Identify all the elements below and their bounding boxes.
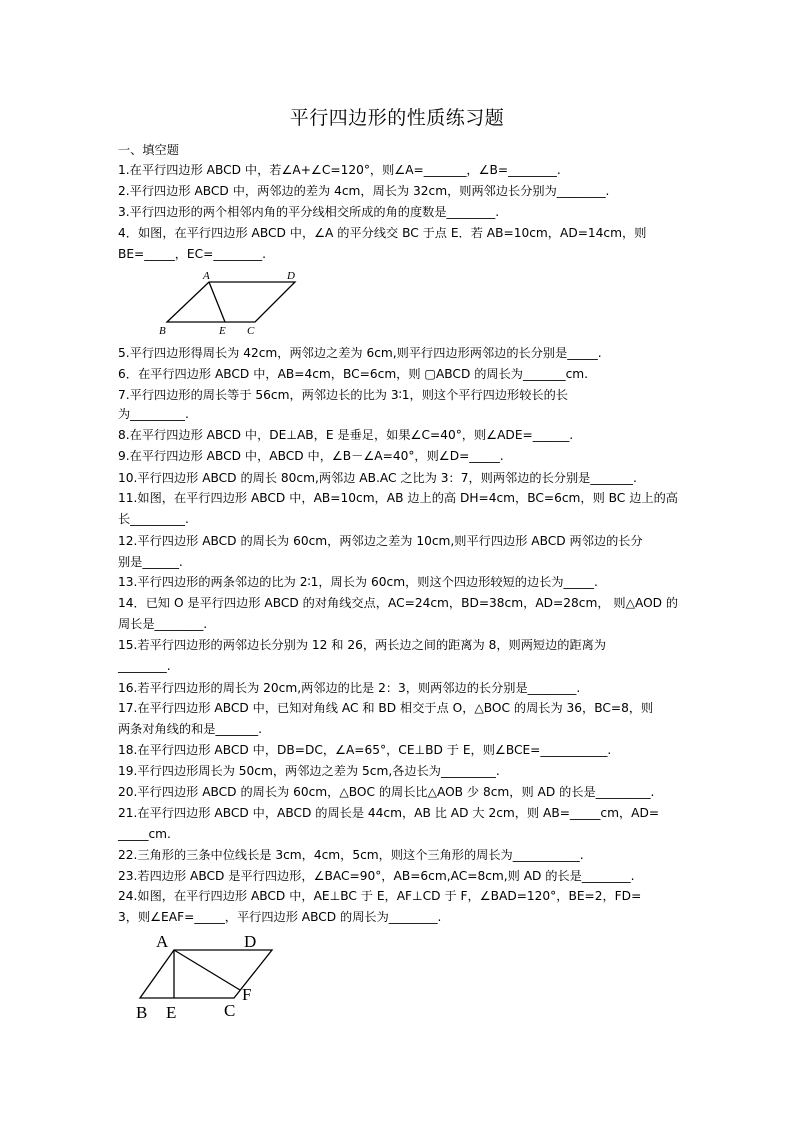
question-9-line: 9.在平行四边形 ABCD 中，ABCD 中，∠B－∠A=40°，则∠D=_____. [118, 449, 504, 463]
question-1-line: 1.在平行四边形 ABCD 中，若∠A+∠C=120°，则∠A=_______，∠B=________. [118, 163, 561, 177]
segment-af [174, 950, 240, 990]
question-4-line-cont: BE=_____，EC=________. [118, 247, 266, 261]
question-17-line: 17.在平行四边形 ABCD 中，已知对角线 AC 和 BD 相交于点 O，△BOC 的周长为 36，BC=8，则 [118, 701, 654, 715]
label-e: E [219, 325, 226, 337]
question-23-line: 23.若四边形 ABCD 是平行四边形，∠BAC=90°，AB=6cm,AC=8cm,则 AD 的长是________. [118, 869, 635, 883]
question-4-line: 4．如图，在平行四边形 ABCD 中，∠A 的平分线交 BC 于点 E．若 AB=10cm，AD=14cm，则 [118, 226, 647, 240]
question-11-line-cont: 长_________. [118, 512, 189, 526]
label-a: A [203, 270, 210, 282]
label-f: F [242, 985, 252, 1004]
question-19-line: 19.平行四边形周长为 50cm，两邻边之差为 5cm,各边长为_________. [118, 764, 500, 778]
question-18-line: 18.在平行四边形 ABCD 中，DB=DC，∠A=65°，CE⊥BD 于 E，则∠BCE=___________. [118, 743, 612, 757]
parallelogram-abcd [167, 282, 295, 322]
question-11-line: 11.如图，在平行四边形 ABCD 中，AB=10cm，AB 边上的高 DH=4cm，BC=6cm，则 BC 边上的高 [118, 491, 678, 505]
question-12-line-cont: 别是______. [118, 555, 183, 569]
figure-parallelogram-1 [155, 268, 305, 338]
question-22-line: 22.三角形的三条中位线长是 3cm，4cm，5cm，则这个三角形的周长为___________. [118, 848, 584, 862]
segment-ae [209, 282, 225, 322]
question-24-line: 24.如图，在平行四边形 ABCD 中，AE⊥BC 于 E，AF⊥CD 于 F，∠BAD=120°，BE=2，FD= [118, 889, 642, 903]
label-c: C [224, 1001, 236, 1020]
figure-parallelogram-2 [134, 930, 284, 1025]
question-21-line: 21.在平行四边形 ABCD 中，ABCD 的周长是 44cm，AB 比 AD 大 2cm，则 AB=_____cm，AD= [118, 806, 660, 820]
question-15-line-cont: ________. [118, 659, 171, 673]
question-12-line: 12.平行四边形 ABCD 的周长为 60cm，两邻边之差为 10cm,则平行四边形 ABCD 两邻边的长分 [118, 534, 643, 548]
question-5-line: 5.平行四边形得周长为 42cm，两邻边之差为 6cm,则平行四边形两邻边的长分别是_____. [118, 346, 602, 360]
label-d: D [244, 932, 257, 951]
section-heading: 一、填空题 [118, 143, 179, 157]
question-14-line: 14．已知 O 是平行四边形 ABCD 的对角线交点，AC=24cm，BD=38cm，AD=28cm， 则△AOD 的 [118, 596, 679, 610]
question-3-line: 3.平行四边形的两个相邻内角的平分线相交所成的角的度数是________. [118, 205, 500, 219]
question-10-line: 10.平行四边形 ABCD 的周长 80cm,两邻边 AB.AC 之比为 3：7，则两邻边的长分别是_______. [118, 471, 637, 485]
question-7-line-cont: 为_________. [118, 407, 189, 421]
label-e: E [166, 1003, 177, 1022]
question-8-line: 8.在平行四边形 ABCD 中，DE⊥AB，E 是垂足，如果∠C=40°，则∠ADE=______. [118, 428, 574, 442]
question-13-line: 13.平行四边形的两条邻边的比为 2∶1，周长为 60cm，则这个四边形较短的边长为_____. [118, 575, 598, 589]
question-14-line-cont: 周长是________. [118, 617, 208, 631]
label-c: C [247, 325, 255, 337]
page-title: 平行四边形的性质练习题 [289, 107, 505, 129]
label-b: B [159, 325, 166, 337]
question-15-line: 15.若平行四边形的两邻边长分别为 12 和 26，两长边之间的距离为 8，则两短边的距离为 [118, 638, 607, 652]
question-24-line-cont: 3，则∠EAF=_____，平行四边形 ABCD 的周长为________. [118, 910, 442, 924]
label-b: B [136, 1003, 148, 1022]
label-a: A [156, 932, 169, 951]
question-21-line-cont: _____cm. [118, 827, 171, 841]
question-20-line: 20.平行四边形 ABCD 的周长为 60cm，△BOC 的周长比△AOB 少 8cm，则 AD 的长是_________. [118, 785, 655, 799]
question-2-line: 2.平行四边形 ABCD 中，两邻边的差为 4cm，周长为 32cm，则两邻边长分别为________. [118, 184, 610, 198]
question-17-line-cont: 两条对角线的和是_______. [118, 722, 263, 736]
question-6-line: 6．在平行四边形 ABCD 中，AB=4cm，BC=6cm，则 ▢ABCD 的周长为_______cm. [118, 367, 589, 381]
parallelogram-abcd [140, 950, 272, 998]
label-d: D [287, 270, 295, 282]
question-7-line: 7.平行四边形的周长等于 56cm，两邻边长的比为 3∶1，则这个平行四边形较长的长 [118, 388, 568, 402]
question-16-line: 16.若平行四边形的周长为 20cm,两邻边的比是 2：3，则两邻边的长分别是________. [118, 681, 581, 695]
